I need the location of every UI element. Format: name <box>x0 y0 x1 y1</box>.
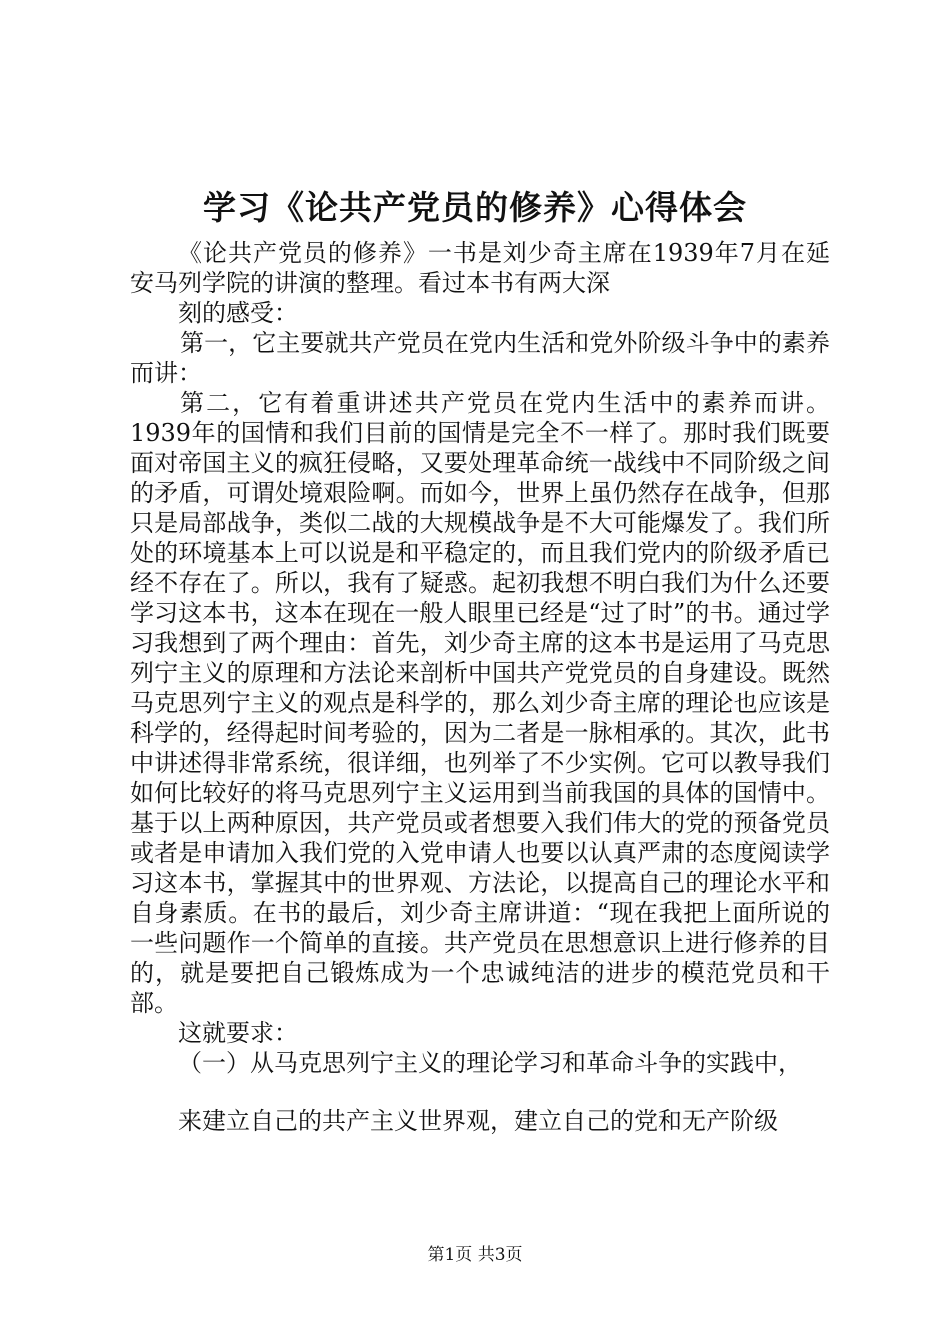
paragraph-intro-cont: 刻的感受： <box>178 299 298 327</box>
document-body <box>130 238 830 1136</box>
document-title: 学习《论共产党员的修养》心得体会 <box>203 188 747 227</box>
paragraph-point-two: 第二，它有着重讲述共产党员在党内生活中的素养而讲。1939年的国情和我们目前的国情是完全不一样了。那时我们既要面对帝国主义的疯狂侵略，又要处理革命统一战线中不同阶级之间的矛盾，可谓处境艰险啊。而如今，世界上虽仍然存在战争，但那只是局部战争，类似二战的大规模战争是不大可能爆发了。我们所处的环境基本上可以说是和平稳定的，而且我们党内的阶级矛盾已经不存在了。所以，我有了疑惑。起初我想不明白我们为什么还要学习这本书，这本在现在一般人眼里已经是“过了时”的书。通过学习我想到了两个理由：首先，刘少奇主席的这本书是运用了马克思列宁主义的原理和方法论来剖析中国共产党党员的自身建设。既然马克思列宁主义的观点是科学的，那么刘少奇主席的理论也应该是科学的，经得起时间考验的，因为二者是一脉相承的。其次，此书中讲述得非常系统，很详细，也列举了不少实例。它可以教导我们如何比较好的将马克思列宁主义运用到当前我国的具体的国情中。基于以上两种原因，共产党员或者想要入我们伟大的党的预备党员或者是申请加入我们党的入党申请人也要以认真严肃的态度阅读学习这本书，掌握其中的世界观、方法论，以提高自己的理论水平和自身素质。在书的最后，刘少奇主席讲道：“现在我把上面所说的一些问题作一个简单的直接。共产党员在思想意识上进行修养的目的，就是要把自己锻炼成为一个忠诚纯洁的进步的模范党员和干部。 <box>130 389 830 1017</box>
paragraph-point-one: 第一，它主要就共产党员在党内生活和党外阶级斗争中的素养而讲： <box>130 329 830 387</box>
paragraph-requirement-one: （一）从马克思列宁主义的理论学习和革命斗争的实践中， <box>178 1049 802 1077</box>
paragraph-requirement-one-cont: 来建立自己的共产主义世界观，建立自己的党和无产阶级 <box>178 1107 778 1135</box>
paragraph-requirement-intro: 这就要求： <box>178 1019 298 1047</box>
paragraph-intro: 《论共产党员的修养》一书是刘少奇主席在1939年7月在延安马列学院的讲演的整理。看过本书有两大深 <box>130 239 830 297</box>
page-footer: 第1页 共3页 <box>427 1245 523 1265</box>
